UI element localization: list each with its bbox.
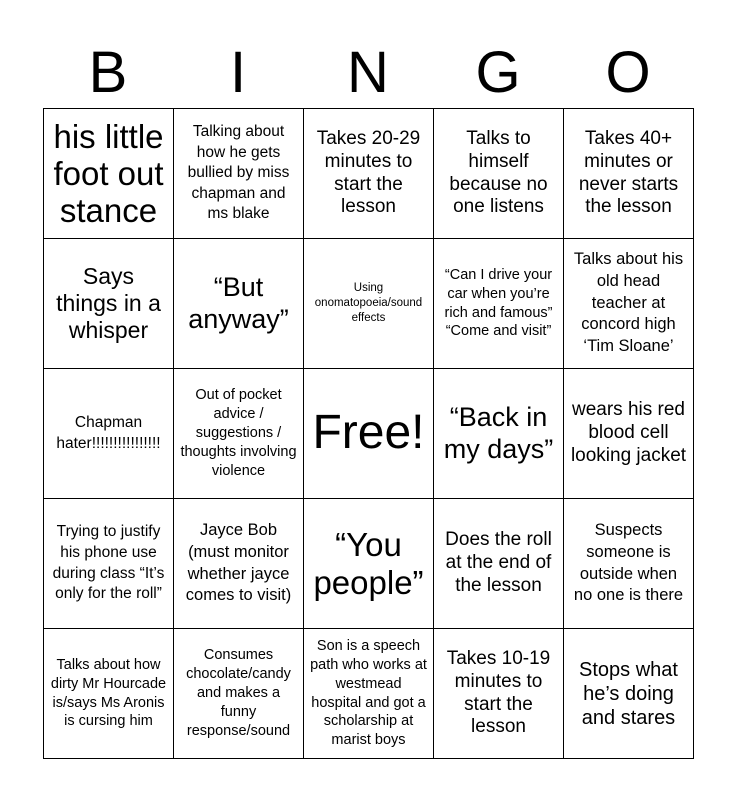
bingo-cell[interactable] [174, 629, 304, 759]
cell-text: Trying to justify his phone use during class “It’s only for the roll” [52, 523, 165, 603]
cell-text: Talks about how dirty Mr Hourcade is/says Ms Aronis is cursing him [50, 656, 167, 730]
bingo-cell[interactable] [434, 109, 564, 239]
cell-text: wears his red blood cell looking jacket [570, 399, 687, 466]
bingo-cell[interactable] [434, 239, 564, 369]
cell-text: Takes 40+ minutes or never starts the lesson [578, 127, 679, 218]
cell-text: Talks to himself because no one listens [449, 127, 548, 218]
bingo-cell[interactable] [174, 499, 304, 629]
grid-row [44, 239, 694, 369]
cell-text: his little foot out stance [53, 117, 164, 230]
bingo-cell[interactable] [564, 109, 694, 239]
bingo-cell[interactable] [44, 629, 174, 759]
cell-text: Chapman hater!!!!!!!!!!!!!!!! [56, 413, 161, 452]
bingo-cell[interactable] [564, 629, 694, 759]
cell-text: Jayce Bob (must monitor whether jayce comes to visit) [185, 520, 292, 605]
bingo-cell[interactable] [44, 369, 174, 499]
bingo-cell[interactable] [434, 499, 564, 629]
bingo-cell[interactable] [174, 109, 304, 239]
header-letter-n: N [347, 40, 389, 105]
grid-row [44, 109, 694, 239]
cell-text: “Can I drive your car when you’re rich and famous” “Come and visit” [444, 266, 553, 340]
cell-text: Takes 20-29 minutes to start the lesson [316, 127, 421, 218]
header-letter-o: O [605, 40, 651, 105]
bingo-cell[interactable] [44, 499, 174, 629]
bingo-grid [43, 108, 694, 759]
header-letter-i: I [229, 40, 247, 105]
cell-text: Using onomatopoeia/sound effects [314, 282, 423, 324]
cell-text: Free! [312, 406, 425, 460]
bingo-cell[interactable] [174, 369, 304, 499]
header-letter-b: B [88, 40, 128, 105]
cell-text: Stops what he’s doing and stares [579, 658, 678, 729]
header-letter-g: G [475, 40, 521, 105]
cell-text: “Back in my days” [443, 401, 554, 464]
cell-text: “You people” [313, 526, 424, 601]
cell-text: Out of pocket advice / suggestions / thoughts involving violence [180, 387, 297, 479]
cell-text: Says things in a whisper [56, 262, 161, 344]
bingo-cell[interactable] [304, 499, 434, 629]
bingo-cell[interactable] [44, 239, 174, 369]
bingo-cell[interactable] [304, 109, 434, 239]
bingo-cell[interactable] [174, 239, 304, 369]
bingo-cell[interactable] [44, 109, 174, 239]
bingo-cell[interactable] [434, 629, 564, 759]
grid-row [44, 499, 694, 629]
free-cell[interactable] [304, 369, 434, 499]
bingo-cell[interactable] [304, 629, 434, 759]
cell-text: Son is a speech path who works at westmead hospital and got a scholarship at marist boys [310, 637, 427, 749]
cell-text: “But anyway” [188, 271, 289, 334]
grid-row [44, 369, 694, 499]
bingo-cell[interactable] [434, 369, 564, 499]
grid-row [44, 629, 694, 759]
bingo-cell[interactable] [564, 239, 694, 369]
cell-text: Talking about how he gets bullied by miss chapman and ms blake [187, 122, 290, 223]
bingo-cell[interactable] [564, 369, 694, 499]
cell-text: Talks about his old head teacher at concord high ‘Tim Sloane’ [573, 249, 684, 356]
cell-text: Does the roll at the end of the lesson [445, 529, 552, 596]
bingo-header [43, 38, 693, 108]
cell-text: Suspects someone is outside when no one is there [573, 520, 684, 605]
bingo-cell[interactable] [304, 239, 434, 369]
bingo-cell[interactable] [564, 499, 694, 629]
cell-text: Takes 10-19 minutes to start the lesson [446, 647, 551, 738]
cell-text: Consumes chocolate/candy and makes a funny response/sound [186, 647, 291, 739]
